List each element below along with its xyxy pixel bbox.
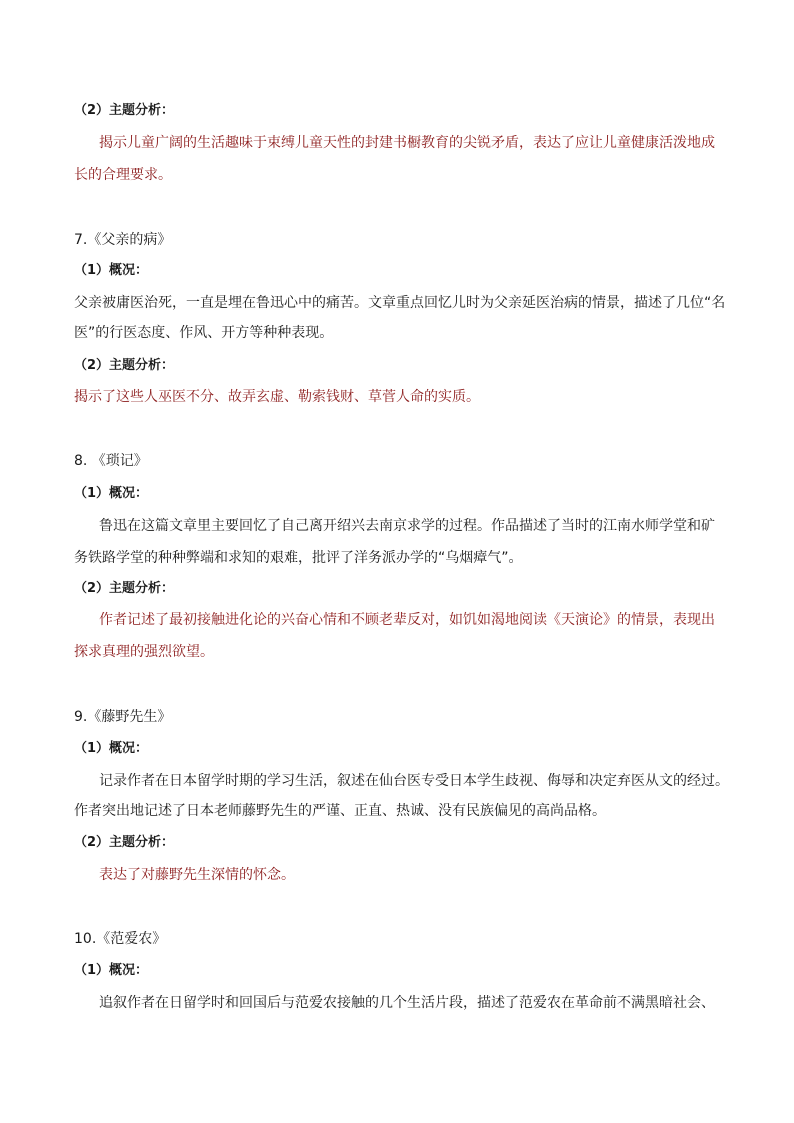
summary-label: （1）概况：	[74, 486, 149, 501]
theme-analysis-text: 作者记述了最初接触进化论的兴奋心情和不顾老辈反对，如饥如渴地阅读《天演论》的情景，表现出	[99, 612, 715, 628]
summary-text: 追叙作者在日留学时和回国后与范爱农接触的几个生活片段，描述了范爱农在革命前不满黑暗社会、	[99, 995, 715, 1011]
summary-label: （1）概况：	[74, 963, 149, 978]
theme-analysis-text: 揭示了这些人巫医不分、故弄玄虚、勒索钱财、草菅人命的实质。	[74, 389, 480, 405]
summary-text: 医”的行医态度、作风、开方等种种表现。	[74, 325, 334, 341]
theme-analysis-label: （2）主题分析：	[74, 103, 175, 118]
section-title: 8. 《琐记》	[74, 453, 148, 469]
summary-label: （1）概况：	[74, 263, 149, 278]
summary-text: 鲁迅在这篇文章里主要回忆了自己离开绍兴去南京求学的过程。作品描述了当时的江南水师学堂和矿	[99, 518, 715, 534]
theme-analysis-text: 表达了对藤野先生深情的怀念。	[99, 867, 295, 883]
theme-analysis-text: 揭示儿童广阔的生活趣味于束缚儿童天性的封建书橱教育的尖锐矛盾，表达了应让儿童健康活泼地成	[99, 135, 715, 151]
theme-analysis-label: （2）主题分析：	[74, 581, 175, 596]
section-title: 10.《范爱农》	[74, 931, 167, 947]
summary-text: 记录作者在日本留学时期的学习生活，叙述在仙台医专受日本学生歧视、侮辱和决定弃医从文的经过。	[99, 773, 729, 789]
section-title: 9.《藤野先生》	[74, 709, 172, 725]
summary-text: 作者突出地记述了日本老师藤野先生的严谨、正直、热诚、没有民族偏见的高尚品格。	[74, 803, 606, 819]
theme-analysis-label: （2）主题分析：	[74, 835, 175, 850]
theme-analysis-text: 长的合理要求。	[74, 167, 172, 183]
summary-text: 父亲被庸医治死，一直是埋在鲁迅心中的痛苦。文章重点回忆儿时为父亲延医治病的情景，描述了几位“名	[74, 295, 726, 311]
theme-analysis-label: （2）主题分析：	[74, 358, 175, 373]
theme-analysis-text: 探求真理的强烈欲望。	[74, 644, 214, 660]
summary-label: （1）概况：	[74, 741, 149, 756]
section-title: 7.《父亲的病》	[74, 232, 172, 248]
summary-text: 务铁路学堂的种种弊端和求知的艰难，批评了洋务派办学的“乌烟瘴气”。	[74, 550, 523, 566]
